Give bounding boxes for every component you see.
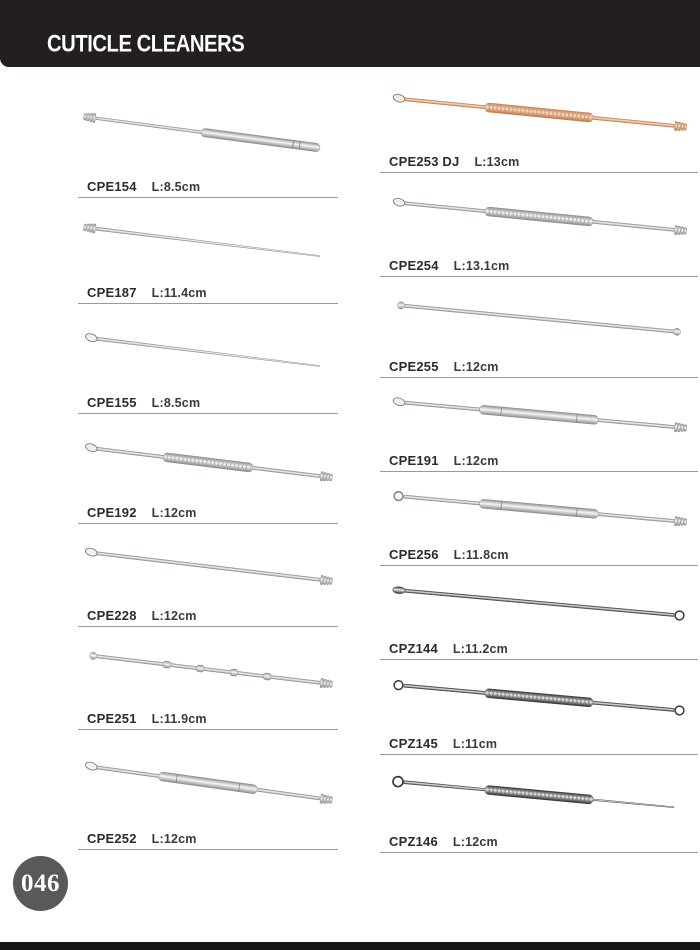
product-label xyxy=(78,396,338,415)
product-item xyxy=(380,566,698,660)
product-label xyxy=(78,506,338,525)
product-label xyxy=(380,548,698,567)
tool-image xyxy=(78,320,338,392)
product-code: CPE191 xyxy=(389,452,439,468)
product-code: CPE254 xyxy=(389,257,439,273)
product-label xyxy=(380,360,698,379)
product-photo xyxy=(380,173,698,259)
product-item xyxy=(380,660,698,755)
product-photo xyxy=(78,198,338,286)
page-number-badge xyxy=(13,856,68,911)
product-code: CPZ144 xyxy=(389,640,438,656)
page-title: CUTICLE CLEANERS xyxy=(47,29,245,57)
tool-image xyxy=(78,746,338,828)
product-length: L:13.1cm xyxy=(453,258,510,273)
product-code: CPE256 xyxy=(389,546,439,562)
product-label xyxy=(380,642,698,661)
product-code: CPZ145 xyxy=(389,735,438,751)
product-code: CPE255 xyxy=(389,358,439,374)
product-photo xyxy=(380,472,698,548)
product-item xyxy=(380,277,698,378)
product-photo xyxy=(380,68,698,155)
product-length: L:12cm xyxy=(452,834,498,849)
product-code: CPE192 xyxy=(87,504,137,520)
product-item xyxy=(78,304,338,414)
product-length: L:8.5cm xyxy=(151,395,201,410)
product-label xyxy=(78,712,338,731)
product-code: CPZ146 xyxy=(389,833,438,849)
product-length: L:11cm xyxy=(452,736,498,751)
tool-image xyxy=(78,638,338,708)
page-number: 046 xyxy=(21,869,60,897)
product-item xyxy=(380,173,698,277)
product-item xyxy=(78,414,338,524)
product-item xyxy=(78,627,338,730)
tool-image xyxy=(78,430,338,502)
product-length: L:12cm xyxy=(151,608,197,623)
product-label xyxy=(380,259,698,278)
product-code: CPE154 xyxy=(87,178,137,194)
tool-image xyxy=(382,386,696,450)
product-column-right xyxy=(380,68,698,853)
product-item xyxy=(380,378,698,472)
product-column-left xyxy=(78,68,338,850)
product-item xyxy=(380,68,698,173)
tool-image xyxy=(382,185,696,255)
tool-image xyxy=(78,98,338,176)
product-length: L:12cm xyxy=(151,831,197,846)
category-header xyxy=(0,0,700,67)
product-code: CPE187 xyxy=(87,284,137,300)
product-item xyxy=(78,524,338,627)
product-photo xyxy=(380,277,698,360)
product-photo xyxy=(78,68,338,180)
product-photo xyxy=(380,660,698,737)
product-label xyxy=(78,832,338,851)
product-item xyxy=(78,198,338,304)
product-photo xyxy=(78,304,338,396)
product-label xyxy=(380,155,698,174)
product-length: L:12cm xyxy=(453,453,499,468)
tool-image xyxy=(382,480,696,544)
product-code: CPE228 xyxy=(87,607,137,623)
product-length: L:11.9cm xyxy=(151,711,207,726)
product-code: CPE251 xyxy=(87,710,137,726)
product-photo xyxy=(78,524,338,609)
product-photo xyxy=(78,414,338,506)
product-item xyxy=(78,68,338,198)
tool-image xyxy=(382,669,696,733)
product-length: L:12cm xyxy=(151,505,197,520)
product-length: L:11.4cm xyxy=(151,285,207,300)
product-length: L:11.2cm xyxy=(452,641,508,656)
product-item xyxy=(78,730,338,850)
product-length: L:12cm xyxy=(453,359,499,374)
product-label xyxy=(78,286,338,305)
tool-image xyxy=(382,81,696,151)
product-item xyxy=(380,472,698,566)
product-length: L:8.5cm xyxy=(151,179,201,194)
product-label xyxy=(380,835,698,854)
tool-image xyxy=(78,210,338,282)
product-photo xyxy=(380,566,698,642)
product-label xyxy=(380,454,698,473)
product-code: CPE252 xyxy=(87,830,137,846)
product-label xyxy=(78,609,338,628)
product-photo xyxy=(78,627,338,712)
product-photo xyxy=(78,730,338,832)
product-label xyxy=(78,180,338,199)
tool-image xyxy=(382,574,696,638)
tool-image xyxy=(382,288,696,356)
product-item xyxy=(380,755,698,853)
bottom-bar xyxy=(0,942,700,950)
product-length: L:11.8cm xyxy=(453,547,509,562)
product-length: L:13cm xyxy=(474,154,520,169)
tool-image xyxy=(382,765,696,831)
product-code: CPE155 xyxy=(87,394,137,410)
product-code: CPE253 DJ xyxy=(389,153,460,169)
product-photo xyxy=(380,755,698,835)
product-label xyxy=(380,737,698,756)
product-photo xyxy=(380,378,698,454)
tool-image xyxy=(78,535,338,605)
